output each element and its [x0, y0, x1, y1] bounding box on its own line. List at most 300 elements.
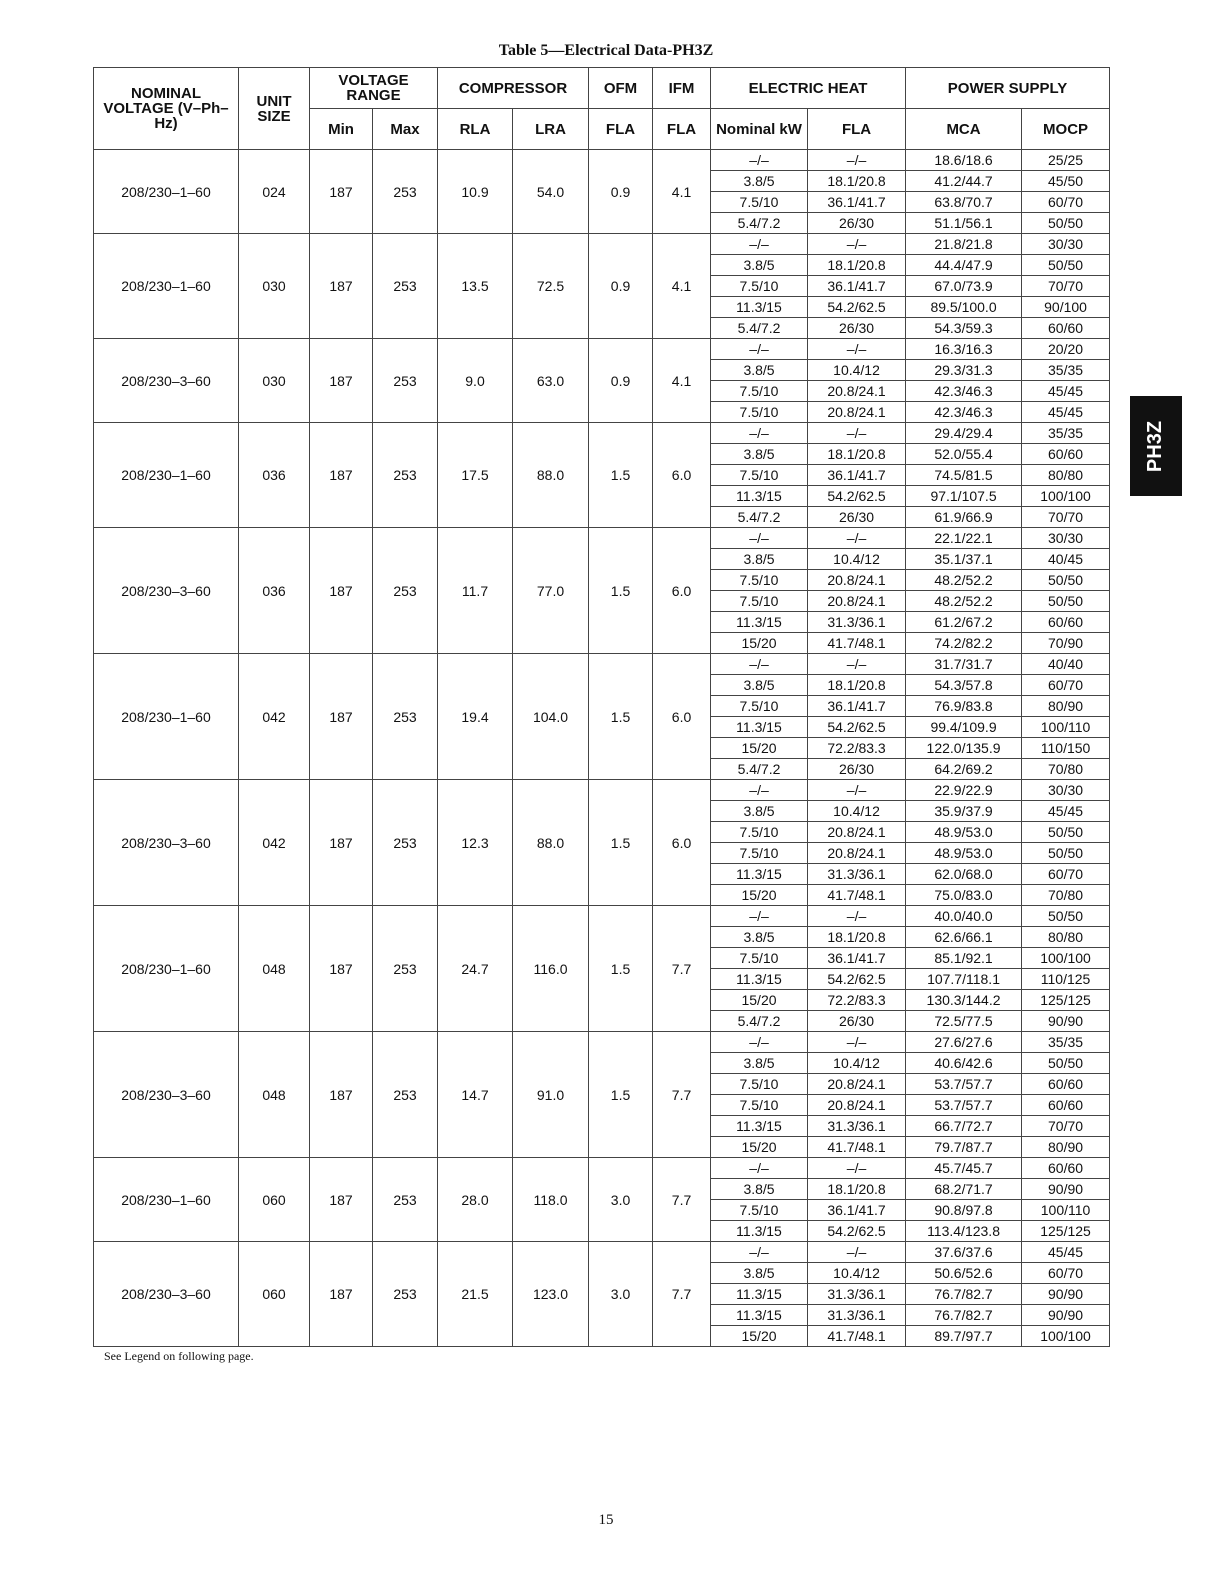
table-row — [94, 654, 1110, 675]
nominal-kw-cell: 11.3/15 — [711, 1305, 808, 1326]
heat-fla-cell: 20.8/24.1 — [808, 1074, 906, 1095]
heat-fla-cell: 54.2/62.5 — [808, 486, 906, 507]
heat-fla-cell: –/– — [808, 654, 906, 675]
mocp-cell: 50/50 — [1022, 843, 1110, 864]
mocp-cell: 110/150 — [1022, 738, 1110, 759]
header-nominal-kw: Nominal kW — [711, 109, 808, 150]
mca-cell: 18.6/18.6 — [906, 150, 1022, 171]
rla-cell: 10.9 — [438, 150, 513, 234]
mca-cell: 40.0/40.0 — [906, 906, 1022, 927]
voltage-min-cell: 187 — [310, 339, 373, 423]
nominal-kw-cell: 11.3/15 — [711, 486, 808, 507]
voltage-min-cell: 187 — [310, 528, 373, 654]
nominal-kw-cell: 7.5/10 — [711, 276, 808, 297]
mocp-cell: 30/30 — [1022, 234, 1110, 255]
mca-cell: 21.8/21.8 — [906, 234, 1022, 255]
voltage-min-cell: 187 — [310, 1242, 373, 1347]
mocp-cell: 40/40 — [1022, 654, 1110, 675]
table-row — [94, 1158, 1110, 1179]
nominal-voltage-cell: 208/230–1–60 — [94, 654, 239, 780]
rla-cell: 13.5 — [438, 234, 513, 339]
heat-fla-cell: 26/30 — [808, 507, 906, 528]
voltage-min-cell: 187 — [310, 1032, 373, 1158]
nominal-kw-cell: –/– — [711, 528, 808, 549]
heat-fla-cell: 41.7/48.1 — [808, 1137, 906, 1158]
nominal-kw-cell: 7.5/10 — [711, 591, 808, 612]
nominal-kw-cell: 11.3/15 — [711, 969, 808, 990]
mca-cell: 76.9/83.8 — [906, 696, 1022, 717]
heat-fla-cell: 20.8/24.1 — [808, 843, 906, 864]
voltage-max-cell: 253 — [373, 906, 438, 1032]
mocp-cell: 60/60 — [1022, 1158, 1110, 1179]
nominal-voltage-cell: 208/230–3–60 — [94, 339, 239, 423]
mocp-cell: 70/80 — [1022, 885, 1110, 906]
mca-cell: 74.5/81.5 — [906, 465, 1022, 486]
mca-cell: 72.5/77.5 — [906, 1011, 1022, 1032]
ofm-fla-cell: 3.0 — [589, 1158, 653, 1242]
heat-fla-cell: –/– — [808, 528, 906, 549]
mca-cell: 76.7/82.7 — [906, 1284, 1022, 1305]
mca-cell: 52.0/55.4 — [906, 444, 1022, 465]
nominal-kw-cell: 5.4/7.2 — [711, 759, 808, 780]
mocp-cell: 50/50 — [1022, 822, 1110, 843]
heat-fla-cell: –/– — [808, 1242, 906, 1263]
mca-cell: 50.6/52.6 — [906, 1263, 1022, 1284]
mocp-cell: 70/90 — [1022, 633, 1110, 654]
mocp-cell: 50/50 — [1022, 213, 1110, 234]
nominal-kw-cell: –/– — [711, 1032, 808, 1053]
ofm-fla-cell: 0.9 — [589, 234, 653, 339]
nominal-kw-cell: 3.8/5 — [711, 255, 808, 276]
heat-fla-cell: –/– — [808, 339, 906, 360]
mocp-cell: 25/25 — [1022, 150, 1110, 171]
rla-cell: 12.3 — [438, 780, 513, 906]
mocp-cell: 20/20 — [1022, 339, 1110, 360]
mca-cell: 97.1/107.5 — [906, 486, 1022, 507]
mca-cell: 22.1/22.1 — [906, 528, 1022, 549]
heat-fla-cell: –/– — [808, 234, 906, 255]
nominal-kw-cell: –/– — [711, 906, 808, 927]
mca-cell: 22.9/22.9 — [906, 780, 1022, 801]
mca-cell: 61.9/66.9 — [906, 507, 1022, 528]
mocp-cell: 80/90 — [1022, 1137, 1110, 1158]
lra-cell: 118.0 — [513, 1158, 589, 1242]
rla-cell: 14.7 — [438, 1032, 513, 1158]
nominal-kw-cell: 11.3/15 — [711, 1116, 808, 1137]
nominal-kw-cell: 15/20 — [711, 885, 808, 906]
nominal-kw-cell: 3.8/5 — [711, 801, 808, 822]
mocp-cell: 60/70 — [1022, 864, 1110, 885]
mca-cell: 42.3/46.3 — [906, 402, 1022, 423]
nominal-kw-cell: –/– — [711, 339, 808, 360]
nominal-kw-cell: 7.5/10 — [711, 1200, 808, 1221]
heat-fla-cell: 41.7/48.1 — [808, 885, 906, 906]
mocp-cell: 125/125 — [1022, 1221, 1110, 1242]
mocp-cell: 60/60 — [1022, 318, 1110, 339]
nominal-kw-cell: 15/20 — [711, 1137, 808, 1158]
heat-fla-cell: 54.2/62.5 — [808, 1221, 906, 1242]
mocp-cell: 30/30 — [1022, 528, 1110, 549]
lra-cell: 77.0 — [513, 528, 589, 654]
mca-cell: 48.2/52.2 — [906, 591, 1022, 612]
nominal-voltage-cell: 208/230–1–60 — [94, 234, 239, 339]
mca-cell: 51.1/56.1 — [906, 213, 1022, 234]
heat-fla-cell: 31.3/36.1 — [808, 1284, 906, 1305]
mocp-cell: 90/90 — [1022, 1011, 1110, 1032]
mca-cell: 85.1/92.1 — [906, 948, 1022, 969]
heat-fla-cell: –/– — [808, 780, 906, 801]
heat-fla-cell: 31.3/36.1 — [808, 1305, 906, 1326]
nominal-kw-cell: 3.8/5 — [711, 1053, 808, 1074]
heat-fla-cell: 31.3/36.1 — [808, 864, 906, 885]
voltage-max-cell: 253 — [373, 780, 438, 906]
header-ofm: OFM — [589, 68, 653, 109]
voltage-min-cell: 187 — [310, 906, 373, 1032]
heat-fla-cell: 20.8/24.1 — [808, 570, 906, 591]
ofm-fla-cell: 1.5 — [589, 780, 653, 906]
electrical-data-table — [93, 67, 1110, 1347]
nominal-kw-cell: 3.8/5 — [711, 927, 808, 948]
nominal-kw-cell: 7.5/10 — [711, 192, 808, 213]
mca-cell: 79.7/87.7 — [906, 1137, 1022, 1158]
heat-fla-cell: –/– — [808, 423, 906, 444]
nominal-kw-cell: –/– — [711, 654, 808, 675]
mca-cell: 74.2/82.2 — [906, 633, 1022, 654]
heat-fla-cell: 10.4/12 — [808, 1263, 906, 1284]
mca-cell: 113.4/123.8 — [906, 1221, 1022, 1242]
mocp-cell: 100/110 — [1022, 717, 1110, 738]
mocp-cell: 35/35 — [1022, 423, 1110, 444]
page-number: 15 — [598, 1512, 614, 1528]
mca-cell: 48.9/53.0 — [906, 822, 1022, 843]
mca-cell: 66.7/72.7 — [906, 1116, 1022, 1137]
mocp-cell: 80/80 — [1022, 927, 1110, 948]
mocp-cell: 45/45 — [1022, 402, 1110, 423]
header-heat-fla: FLA — [808, 109, 906, 150]
mocp-cell: 90/90 — [1022, 1284, 1110, 1305]
heat-fla-cell: 31.3/36.1 — [808, 612, 906, 633]
nominal-kw-cell: 5.4/7.2 — [711, 213, 808, 234]
header-mca: MCA — [906, 109, 1022, 150]
header-power-supply: POWER SUPPLY — [906, 68, 1110, 109]
mocp-cell: 45/50 — [1022, 171, 1110, 192]
mocp-cell: 100/100 — [1022, 948, 1110, 969]
ofm-fla-cell: 3.0 — [589, 1242, 653, 1347]
voltage-max-cell: 253 — [373, 150, 438, 234]
nominal-kw-cell: 15/20 — [711, 1326, 808, 1347]
rla-cell: 17.5 — [438, 423, 513, 528]
mca-cell: 40.6/42.6 — [906, 1053, 1022, 1074]
mocp-cell: 60/60 — [1022, 1095, 1110, 1116]
nominal-kw-cell: 7.5/10 — [711, 402, 808, 423]
heat-fla-cell: –/– — [808, 1158, 906, 1179]
header-mocp: MOCP — [1022, 109, 1110, 150]
unit-size-cell: 042 — [239, 780, 310, 906]
mca-cell: 107.7/118.1 — [906, 969, 1022, 990]
mca-cell: 67.0/73.9 — [906, 276, 1022, 297]
lra-cell: 72.5 — [513, 234, 589, 339]
mca-cell: 64.2/69.2 — [906, 759, 1022, 780]
header-lra: LRA — [513, 109, 589, 150]
nominal-kw-cell: 15/20 — [711, 633, 808, 654]
voltage-min-cell: 187 — [310, 423, 373, 528]
mca-cell: 61.2/67.2 — [906, 612, 1022, 633]
voltage-max-cell: 253 — [373, 1242, 438, 1347]
nominal-kw-cell: 11.3/15 — [711, 1221, 808, 1242]
mocp-cell: 50/50 — [1022, 570, 1110, 591]
header-ifm-fla: FLA — [653, 109, 711, 150]
nominal-kw-cell: 11.3/15 — [711, 612, 808, 633]
unit-size-cell: 036 — [239, 423, 310, 528]
nominal-kw-cell: 3.8/5 — [711, 444, 808, 465]
heat-fla-cell: 26/30 — [808, 318, 906, 339]
side-tab — [1130, 396, 1182, 496]
ifm-fla-cell: 4.1 — [653, 150, 711, 234]
ifm-fla-cell: 7.7 — [653, 1158, 711, 1242]
header-ifm: IFM — [653, 68, 711, 109]
voltage-min-cell: 187 — [310, 234, 373, 339]
heat-fla-cell: 36.1/41.7 — [808, 192, 906, 213]
header-compressor: COMPRESSOR — [438, 68, 589, 109]
ofm-fla-cell: 0.9 — [589, 339, 653, 423]
heat-fla-cell: –/– — [808, 150, 906, 171]
heat-fla-cell: 36.1/41.7 — [808, 948, 906, 969]
nominal-kw-cell: 3.8/5 — [711, 360, 808, 381]
heat-fla-cell: 36.1/41.7 — [808, 1200, 906, 1221]
lra-cell: 63.0 — [513, 339, 589, 423]
nominal-kw-cell: 7.5/10 — [711, 570, 808, 591]
nominal-kw-cell: 7.5/10 — [711, 1095, 808, 1116]
voltage-min-cell: 187 — [310, 150, 373, 234]
mocp-cell: 50/50 — [1022, 255, 1110, 276]
mocp-cell: 60/70 — [1022, 1263, 1110, 1284]
mocp-cell: 70/70 — [1022, 1116, 1110, 1137]
nominal-kw-cell: 7.5/10 — [711, 948, 808, 969]
lra-cell: 91.0 — [513, 1032, 589, 1158]
nominal-kw-cell: 3.8/5 — [711, 171, 808, 192]
mca-cell: 31.7/31.7 — [906, 654, 1022, 675]
heat-fla-cell: 26/30 — [808, 1011, 906, 1032]
header-rla: RLA — [438, 109, 513, 150]
ofm-fla-cell: 1.5 — [589, 528, 653, 654]
nominal-kw-cell: 15/20 — [711, 738, 808, 759]
header-ofm-fla: FLA — [589, 109, 653, 150]
table-row — [94, 150, 1110, 171]
unit-size-cell: 036 — [239, 528, 310, 654]
mocp-cell: 50/50 — [1022, 591, 1110, 612]
unit-size-cell: 060 — [239, 1242, 310, 1347]
mca-cell: 27.6/27.6 — [906, 1032, 1022, 1053]
nominal-kw-cell: 7.5/10 — [711, 696, 808, 717]
rla-cell: 19.4 — [438, 654, 513, 780]
mca-cell: 122.0/135.9 — [906, 738, 1022, 759]
heat-fla-cell: 41.7/48.1 — [808, 1326, 906, 1347]
voltage-min-cell: 187 — [310, 654, 373, 780]
voltage-max-cell: 253 — [373, 234, 438, 339]
mocp-cell: 50/50 — [1022, 1053, 1110, 1074]
mocp-cell: 90/90 — [1022, 1305, 1110, 1326]
heat-fla-cell: 26/30 — [808, 213, 906, 234]
ofm-fla-cell: 1.5 — [589, 654, 653, 780]
voltage-max-cell: 253 — [373, 654, 438, 780]
mocp-cell: 70/70 — [1022, 507, 1110, 528]
header-unit-size: UNIT SIZE — [239, 68, 310, 150]
nominal-kw-cell: 7.5/10 — [711, 465, 808, 486]
lra-cell: 88.0 — [513, 423, 589, 528]
heat-fla-cell: 36.1/41.7 — [808, 465, 906, 486]
mca-cell: 75.0/83.0 — [906, 885, 1022, 906]
mca-cell: 35.9/37.9 — [906, 801, 1022, 822]
mca-cell: 35.1/37.1 — [906, 549, 1022, 570]
mca-cell: 63.8/70.7 — [906, 192, 1022, 213]
mocp-cell: 60/60 — [1022, 444, 1110, 465]
mca-cell: 68.2/71.7 — [906, 1179, 1022, 1200]
nominal-voltage-cell: 208/230–3–60 — [94, 1032, 239, 1158]
lra-cell: 54.0 — [513, 150, 589, 234]
mca-cell: 99.4/109.9 — [906, 717, 1022, 738]
heat-fla-cell: 20.8/24.1 — [808, 1095, 906, 1116]
mca-cell: 53.7/57.7 — [906, 1074, 1022, 1095]
ifm-fla-cell: 6.0 — [653, 423, 711, 528]
ofm-fla-cell: 0.9 — [589, 150, 653, 234]
unit-size-cell: 042 — [239, 654, 310, 780]
mca-cell: 29.3/31.3 — [906, 360, 1022, 381]
table-row — [94, 780, 1110, 801]
mocp-cell: 80/80 — [1022, 465, 1110, 486]
ifm-fla-cell: 6.0 — [653, 654, 711, 780]
nominal-kw-cell: 11.3/15 — [711, 297, 808, 318]
unit-size-cell: 030 — [239, 234, 310, 339]
nominal-voltage-cell: 208/230–1–60 — [94, 150, 239, 234]
table-body — [94, 150, 1110, 1347]
ifm-fla-cell: 7.7 — [653, 906, 711, 1032]
nominal-kw-cell: –/– — [711, 1242, 808, 1263]
mocp-cell: 50/50 — [1022, 906, 1110, 927]
nominal-voltage-cell: 208/230–1–60 — [94, 906, 239, 1032]
ifm-fla-cell: 6.0 — [653, 528, 711, 654]
rla-cell: 28.0 — [438, 1158, 513, 1242]
side-tab-label: PH3Z — [1144, 420, 1167, 472]
mocp-cell: 100/100 — [1022, 486, 1110, 507]
mocp-cell: 60/60 — [1022, 612, 1110, 633]
unit-size-cell: 048 — [239, 1032, 310, 1158]
table-row — [94, 234, 1110, 255]
heat-fla-cell: 54.2/62.5 — [808, 969, 906, 990]
nominal-kw-cell: 7.5/10 — [711, 822, 808, 843]
nominal-kw-cell: –/– — [711, 780, 808, 801]
mocp-cell: 90/100 — [1022, 297, 1110, 318]
heat-fla-cell: 18.1/20.8 — [808, 1179, 906, 1200]
heat-fla-cell: 54.2/62.5 — [808, 717, 906, 738]
voltage-max-cell: 253 — [373, 528, 438, 654]
heat-fla-cell: 18.1/20.8 — [808, 927, 906, 948]
heat-fla-cell: 20.8/24.1 — [808, 381, 906, 402]
legend-note: See Legend on following page. — [104, 1349, 254, 1363]
mca-cell: 76.7/82.7 — [906, 1305, 1022, 1326]
mca-cell: 48.2/52.2 — [906, 570, 1022, 591]
mocp-cell: 70/70 — [1022, 276, 1110, 297]
nominal-voltage-cell: 208/230–3–60 — [94, 1242, 239, 1347]
nominal-kw-cell: 3.8/5 — [711, 1179, 808, 1200]
ifm-fla-cell: 7.7 — [653, 1242, 711, 1347]
mca-cell: 48.9/53.0 — [906, 843, 1022, 864]
nominal-kw-cell: 11.3/15 — [711, 864, 808, 885]
heat-fla-cell: 36.1/41.7 — [808, 696, 906, 717]
mca-cell: 42.3/46.3 — [906, 381, 1022, 402]
mocp-cell: 45/45 — [1022, 381, 1110, 402]
mca-cell: 89.5/100.0 — [906, 297, 1022, 318]
mocp-cell: 80/90 — [1022, 696, 1110, 717]
mocp-cell: 70/80 — [1022, 759, 1110, 780]
heat-fla-cell: –/– — [808, 906, 906, 927]
nominal-kw-cell: 7.5/10 — [711, 1074, 808, 1095]
mocp-cell: 60/70 — [1022, 675, 1110, 696]
mocp-cell: 60/60 — [1022, 1074, 1110, 1095]
nominal-kw-cell: 3.8/5 — [711, 1263, 808, 1284]
mocp-cell: 45/45 — [1022, 1242, 1110, 1263]
mca-cell: 44.4/47.9 — [906, 255, 1022, 276]
mocp-cell: 30/30 — [1022, 780, 1110, 801]
rla-cell: 9.0 — [438, 339, 513, 423]
rla-cell: 21.5 — [438, 1242, 513, 1347]
voltage-max-cell: 253 — [373, 339, 438, 423]
nominal-kw-cell: 11.3/15 — [711, 1284, 808, 1305]
heat-fla-cell: 10.4/12 — [808, 801, 906, 822]
heat-fla-cell: 10.4/12 — [808, 549, 906, 570]
nominal-voltage-cell: 208/230–1–60 — [94, 423, 239, 528]
unit-size-cell: 030 — [239, 339, 310, 423]
table-row — [94, 339, 1110, 360]
unit-size-cell: 024 — [239, 150, 310, 234]
mocp-cell: 100/100 — [1022, 1326, 1110, 1347]
nominal-kw-cell: 3.8/5 — [711, 675, 808, 696]
nominal-kw-cell: –/– — [711, 1158, 808, 1179]
table-title: Table 5—Electrical Data-PH3Z — [498, 42, 714, 59]
lra-cell: 88.0 — [513, 780, 589, 906]
heat-fla-cell: 72.2/83.3 — [808, 738, 906, 759]
nominal-kw-cell: 5.4/7.2 — [711, 1011, 808, 1032]
heat-fla-cell: 18.1/20.8 — [808, 444, 906, 465]
voltage-max-cell: 253 — [373, 423, 438, 528]
mocp-cell: 35/35 — [1022, 1032, 1110, 1053]
mocp-cell: 40/45 — [1022, 549, 1110, 570]
mca-cell: 62.6/66.1 — [906, 927, 1022, 948]
nominal-kw-cell: 11.3/15 — [711, 717, 808, 738]
mca-cell: 130.3/144.2 — [906, 990, 1022, 1011]
heat-fla-cell: 18.1/20.8 — [808, 675, 906, 696]
ofm-fla-cell: 1.5 — [589, 423, 653, 528]
ifm-fla-cell: 4.1 — [653, 234, 711, 339]
nominal-kw-cell: 5.4/7.2 — [711, 507, 808, 528]
header-min: Min — [310, 109, 373, 150]
nominal-kw-cell: 7.5/10 — [711, 381, 808, 402]
table-row — [94, 423, 1110, 444]
mca-cell: 45.7/45.7 — [906, 1158, 1022, 1179]
mca-cell: 89.7/97.7 — [906, 1326, 1022, 1347]
nominal-kw-cell: 7.5/10 — [711, 843, 808, 864]
heat-fla-cell: 20.8/24.1 — [808, 402, 906, 423]
ofm-fla-cell: 1.5 — [589, 1032, 653, 1158]
table-row — [94, 1242, 1110, 1263]
mca-cell: 16.3/16.3 — [906, 339, 1022, 360]
heat-fla-cell: –/– — [808, 1032, 906, 1053]
unit-size-cell: 060 — [239, 1158, 310, 1242]
mocp-cell: 45/45 — [1022, 801, 1110, 822]
lra-cell: 116.0 — [513, 906, 589, 1032]
mca-cell: 54.3/59.3 — [906, 318, 1022, 339]
lra-cell: 104.0 — [513, 654, 589, 780]
lra-cell: 123.0 — [513, 1242, 589, 1347]
